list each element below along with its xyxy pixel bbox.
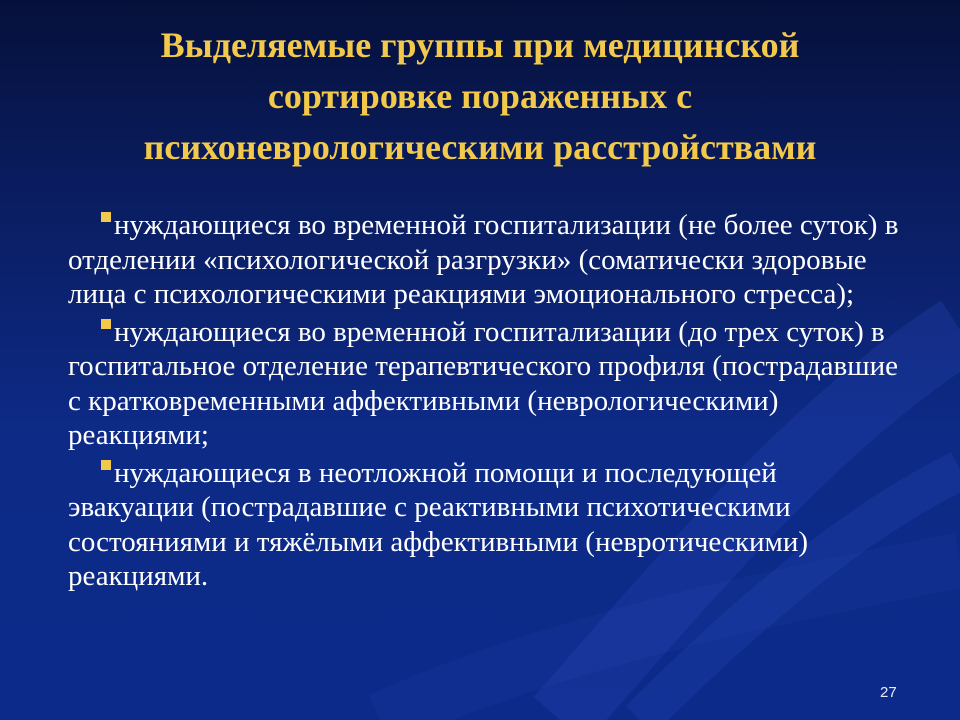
bullet-item-3	[68, 456, 908, 594]
bullet-square-icon	[101, 212, 111, 222]
bullet-item-2	[68, 315, 908, 453]
bullet-item-1	[68, 208, 908, 312]
bullet-text-2: нуждающиеся во временной госпитализации (до трех суток) в госпитальное отделение терапевтического профиля (пострадавшие с кратковременными аффективными (неврологическими) реакциями;	[68, 315, 898, 451]
slide-title	[40, 20, 920, 173]
slide-title-line-1: Выделяемые группы при медицинской	[160, 25, 800, 65]
bullet-text-3: нуждающиеся в неотложной помощи и последующей эвакуации (пострадавшие с реактивными психотическими состояниями и тяжёлыми аффективными (невротическими) реакциями.	[68, 456, 809, 592]
bullet-text-1: нуждающиеся во временной госпитализации (не более суток) в отделении «психологической разгрузки» (соматически здоровые лица с психологическими реакциями эмоционального стресса);	[68, 209, 899, 310]
slide-title-line-3: психоневрологическими расстройствами	[143, 127, 817, 167]
bullet-square-icon	[101, 319, 111, 329]
bullet-list	[68, 208, 908, 597]
page-number: 27	[880, 684, 897, 701]
slide-title-line-2: сортировке пораженных с	[267, 76, 693, 116]
bullet-square-icon	[101, 460, 111, 470]
